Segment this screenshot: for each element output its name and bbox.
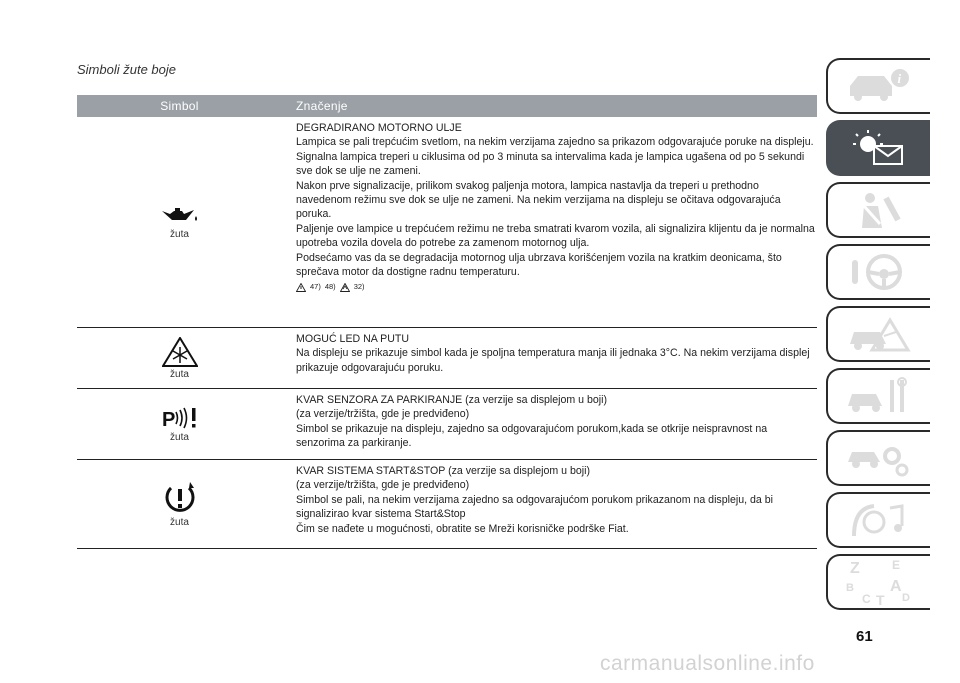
tab-car-info[interactable] (826, 58, 930, 114)
warning-lights-table (77, 95, 817, 549)
chapter-tabs (826, 58, 930, 616)
tab-technical-data[interactable] (826, 430, 930, 486)
svg-text:i: i (897, 71, 902, 86)
car-info-icon (844, 66, 914, 106)
symbol-cell (77, 328, 282, 388)
warning-text: (za verzije/tržišta, gde je predviđeno) (296, 479, 470, 492)
svg-text:T: T (876, 592, 885, 607)
warning-text: Simbol se pali, na nekim verzijama zajedno sa odgovarajućom porukom prikazanom na displeju, da bi signalizirao kvar sistema Start&Stop (296, 493, 773, 521)
svg-text:Z: Z (850, 560, 860, 577)
symbol-color-label: žuta (170, 431, 189, 443)
meaning-cell (282, 460, 817, 548)
table-row (77, 117, 817, 328)
reference-notes (296, 281, 817, 293)
multimedia-icon (844, 500, 914, 540)
warning-text: Čim se nađete u mogućnosti, obratite se Mreži korisničke podrške Fiat. (296, 522, 629, 535)
warning-text: Na displeju se prikazuje simbol kada je spoljna temperatura manja ili jednaka 3°C. Na nekim verzijama displej prikazuje odgovarajuću poruku. (296, 347, 810, 374)
warning-text: Lampica se pali trepćućim svetlom, na nekim verzijama zajedno sa prikazom odgovarajuće poruke na displeju. Signalna lampica treperi u ciklusima od po 3 minuta sa intervalima kada je lampica ugašena od po 5 sekundi sve dok se ulje ne zameni. (296, 136, 814, 178)
warning-text: (za verzije/tržišta, gde je predviđeno) (296, 408, 470, 421)
symbol-color-label: žuta (170, 228, 189, 240)
caution-triangle-icon (340, 283, 350, 292)
column-header-symbol: Simbol (160, 99, 199, 113)
reference-number[interactable]: 48) (324, 282, 336, 292)
meaning-cell (282, 117, 817, 327)
tab-driving[interactable] (826, 244, 930, 300)
safety-icon (844, 190, 914, 230)
reference-number[interactable]: 32) (353, 282, 365, 292)
table-row (77, 389, 817, 460)
warning-text: Nakon prve signalizacije, prilikom svakog paljenja motora, lampica nastavlja da treperi u prethodno navedenom režimu sve dok se ulje ne zameni. Na nekim verzijama na displeju se očitava odgovarajuća poruka. (296, 179, 781, 221)
start-stop-fault-icon (163, 481, 197, 515)
tab-safety[interactable] (826, 182, 930, 238)
technical-data-icon (844, 438, 914, 478)
maintenance-icon (844, 376, 914, 416)
emergency-icon (844, 314, 914, 354)
driving-icon (844, 252, 914, 292)
symbol-cell (77, 117, 282, 327)
svg-text:C: C (862, 592, 871, 606)
meaning-cell (282, 328, 817, 388)
reference-number[interactable]: 47) (310, 282, 321, 292)
table-row (77, 460, 817, 549)
tab-emergency[interactable] (826, 306, 930, 362)
watermark: carmanualsonline.info (600, 652, 815, 675)
oil-can-icon (160, 205, 200, 227)
tab-warning-lights[interactable] (826, 120, 930, 176)
symbol-color-label: žuta (170, 368, 189, 380)
svg-text:D: D (902, 592, 910, 604)
symbol-cell (77, 389, 282, 459)
table-header (77, 95, 817, 117)
warning-lights-icon (844, 128, 914, 168)
parking-sensor-fault-icon (160, 406, 200, 430)
meaning-cell (282, 389, 817, 459)
warning-triangle-icon (296, 283, 306, 292)
warning-text: Podsećamo vas da se degradacija motornog ulja ubrzava korišćenjem vozila na kratkim deonicama, što sprečava motor da dostigne radnu temperaturu. (296, 251, 782, 279)
warning-text: Paljenje ove lampice u trepćućem režimu ne treba smatrati kvarom vozila, ali signalizira klijentu da je normalna upotreba vozila dovela do potrebe za zamenom motornog ulja. (296, 222, 815, 250)
tab-multimedia[interactable] (826, 492, 930, 548)
warning-title: MOGUĆ LED NA PUTU (296, 333, 410, 345)
warning-text: Simbol se prikazuje na displeju, zajedno sa odgovarajućom porukom,kada se otkrije neispravnost na senzorima za parkiranje. (296, 422, 768, 450)
column-header-meaning: Značenje (296, 99, 348, 113)
tab-index[interactable] (826, 554, 930, 610)
page-section-title: Simboli žute boje (77, 62, 176, 77)
svg-text:B: B (846, 582, 854, 594)
svg-text:E: E (892, 558, 901, 572)
warning-title: KVAR SENZORA ZA PARKIRANJE (za verzije sa displejom u boji) (296, 394, 608, 406)
svg-text:A: A (890, 578, 902, 595)
index-icon (844, 557, 914, 607)
warning-title: DEGRADIRANO MOTORNO ULJE (296, 122, 462, 134)
table-row (77, 328, 817, 389)
snowflake-warning-icon (162, 337, 198, 367)
symbol-color-label: žuta (170, 516, 189, 528)
svg-text:P: P (161, 408, 175, 430)
warning-title: KVAR SISTEMA START&STOP (za verzije sa displejom u boji) (296, 465, 590, 477)
symbol-cell (77, 460, 282, 548)
tab-maintenance[interactable] (826, 368, 930, 424)
page-number: 61 (856, 628, 873, 645)
